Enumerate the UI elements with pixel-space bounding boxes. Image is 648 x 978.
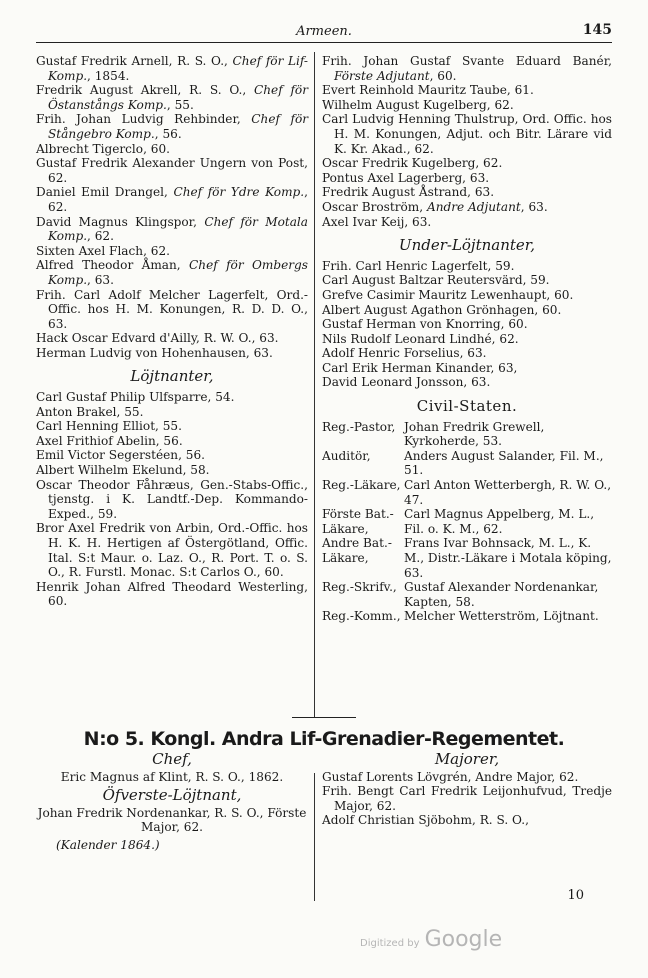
right-column <box>322 54 612 624</box>
officer-entry: Alfred Theodor Åman, Chef för Ombergs Komp., 63. <box>36 258 309 287</box>
lojtnant-entry: Bror Axel Fredrik von Arbin, Ord.-Offic. hos H. K. H. Hertigen af Östergötland, Offic. Ital. S:t Maur. o. Laz. O., R. Port. T. o. S. O., R. Furstl. Monac. S:t Carlos O., 60. <box>36 521 308 580</box>
officer-entry: Frih. Johan Gustaf Svante Eduard Banér, Förste Adjutant, 60. <box>322 54 612 83</box>
underlojtnanter-heading: Under-Löjtnanter, <box>398 236 536 255</box>
civil-entry <box>322 478 612 507</box>
lojtnant-entry: Anton Brakel, 55. <box>36 404 144 419</box>
underlojtnanter-list <box>322 259 612 390</box>
civil-person: Melcher Wetterström, Löjtnant. <box>404 609 599 624</box>
google-logo: Google <box>424 927 503 952</box>
lieutenants-list <box>322 54 612 229</box>
majorer-list <box>322 770 612 828</box>
officer-entry: Evert Reinhold Mauritz Taube, 61. <box>322 83 534 98</box>
underlojtnant-entry: Gustaf Herman von Knorring, 60. <box>322 317 528 332</box>
left-column <box>36 54 308 609</box>
officer-entry: Carl Ludvig Henning Thulstrup, Ord. Offic. hos H. M. Konungen, Adjut. och Bitr. Lärare vid K. Kr. Akad., 62. <box>322 112 612 156</box>
civil-person: Carl Magnus Appelberg, M. L., Fil. o. K. M., 62. <box>404 507 595 536</box>
officer-entry: Axel Ivar Keij, 63. <box>322 214 432 229</box>
majorer-heading: Majorer, <box>434 750 500 768</box>
civil-entry <box>322 449 612 478</box>
civil-role-label: Reg.-Läkare, <box>322 478 401 493</box>
civil-role-label: Reg.-Pastor, <box>322 419 396 434</box>
underlojtnant-entry: Carl August Baltzar Reutersvärd, 59. <box>322 273 550 288</box>
bottom-left-column <box>36 752 308 853</box>
civil-person: Frans Ivar Bohnsack, M. L., K. M., Distr.-Läkare i Motala köping, 63. <box>404 536 612 580</box>
officer-entry: Gustaf Fredrik Alexander Ungern von Post, 62. <box>36 156 308 185</box>
civil-entry <box>322 507 612 536</box>
civil-entry <box>322 536 612 580</box>
signature-mark: 10 <box>567 888 584 903</box>
chef-heading: Chef, <box>152 750 192 768</box>
officer-entry: Oscar Fredrik Kugelberg, 62. <box>322 156 503 171</box>
underlojtnant-entry: Carl Erik Herman Kinander, 63, <box>322 360 518 375</box>
ofverste-heading: Öfverste-Löjtnant, <box>102 786 242 805</box>
civil-person: Johan Fredrik Grewell, Kyrkoherde, 53. <box>404 419 545 449</box>
lojtnant-entry: Albert Wilhelm Ekelund, 58. <box>36 463 210 478</box>
column-divider-bottom <box>314 773 315 901</box>
civil-heading: Civil-Staten. <box>416 397 518 416</box>
officer-entry: David Magnus Klingspor, Chef för Motala Komp., 62. <box>36 214 309 244</box>
watermark-small: Digitized by <box>360 938 420 949</box>
civil-person: Anders August Salander, Fil. M., 51. <box>404 448 604 478</box>
ofverste-entry: Johan Fredrik Nordenankar, R. S. O., Förste Major, 62. <box>37 805 307 835</box>
chef-entry: Eric Magnus af Klint, R. S. O., 1862. <box>60 769 284 784</box>
officer-entry: Hack Oscar Edvard d'Ailly, R. W. O., 63. <box>36 331 279 346</box>
column-divider <box>314 52 315 717</box>
lojtnant-entry: Axel Frithiof Abelin, 56. <box>36 433 183 448</box>
kalender-note: (Kalender 1864.) <box>56 837 160 852</box>
civil-entry <box>322 420 612 449</box>
underlojtnant-entry: Albert August Agathon Grönhagen, 60. <box>322 302 562 317</box>
section-rule <box>292 717 356 718</box>
lojtnant-entry: Oscar Theodor Fåhræus, Gen.-Stabs-Offic., tjenstg. i K. Landtf.-Dep. Kommando-Exped., 59. <box>36 477 308 521</box>
lojtnanter-heading: Löjtnanter, <box>130 367 214 386</box>
underlojtnant-entry: Frih. Carl Henric Lagerfelt, 59. <box>322 258 515 273</box>
bottom-right-column <box>322 752 612 828</box>
officer-entry: Pontus Axel Lagerberg, 63. <box>322 170 490 185</box>
civil-entry <box>322 609 612 624</box>
officer-entry: Sixten Axel Flach, 62. <box>36 243 170 258</box>
officer-entry: Gustaf Fredrik Arnell, R. S. O., Chef för Lif-Komp., 1854. <box>36 54 309 83</box>
civil-person: Carl Anton Wetterbergh, R. W. O., 47. <box>404 478 612 507</box>
officer-entry: Frih. Johan Ludvig Rehbinder, Chef för Stångebro Komp., 56. <box>36 112 309 141</box>
captains-list <box>36 54 308 360</box>
civil-entry <box>322 580 612 609</box>
civil-role-label: Reg.-Komm., <box>322 609 401 624</box>
major-entry: Frih. Bengt Carl Fredrik Leijonhufvud, Tredje Major, 62. <box>322 784 612 813</box>
regiment-heading: N:o 5. Kongl. Andra Lif-Grenadier-Regementet. <box>83 728 565 750</box>
officer-entry: Daniel Emil Drangel, Chef för Ydre Komp., 62. <box>36 185 308 214</box>
underlojtnant-entry: Adolf Henric Forselius, 63. <box>322 346 487 361</box>
lojtnant-entry: Emil Victor Segerstéen, 56. <box>36 448 206 463</box>
officer-entry: Frih. Carl Adolf Melcher Lagerfelt, Ord.-Offic. hos H. M. Konungen, R. D. D. O., 63. <box>36 287 308 331</box>
civil-role-label: Förste Bat.-Läkare, <box>322 507 394 536</box>
lojtnant-entry: Henrik Johan Alfred Theodard Westerling, 60. <box>36 579 308 609</box>
officer-entry: Fredrik August Akrell, R. S. O., Chef för Östanstångs Komp., 55. <box>36 83 308 112</box>
google-watermark <box>360 927 502 952</box>
lojtnanter-list <box>36 390 308 609</box>
officer-entry: Oscar Broström, Andre Adjutant, 63. <box>322 199 548 214</box>
civil-staff-list <box>322 420 612 624</box>
page-header <box>36 22 612 43</box>
officer-entry: Herman Ludvig von Hohenhausen, 63. <box>36 345 273 360</box>
running-title: Armeen. <box>296 24 352 39</box>
civil-person: Gustaf Alexander Nordenankar, Kapten, 58. <box>404 580 599 609</box>
officer-entry: Albrecht Tigerclo, 60. <box>36 141 171 156</box>
civil-role-label: Reg.-Skrifv., <box>322 580 397 595</box>
underlojtnant-entry: Nils Rudolf Leonard Lindhé, 62. <box>322 331 519 346</box>
lojtnant-entry: Carl Gustaf Philip Ulfsparre, 54. <box>36 390 235 405</box>
lojtnant-entry: Carl Henning Elliot, 55. <box>36 419 182 434</box>
major-entry: Adolf Christian Sjöbohm, R. S. O., <box>322 813 529 828</box>
officer-entry: Fredrik August Åstrand, 63. <box>322 185 495 200</box>
page-number: 145 <box>582 22 612 38</box>
civil-role-label: Auditör, <box>322 448 371 463</box>
civil-role-label: Andre Bat.-Läkare, <box>322 536 392 565</box>
underlojtnant-entry: David Leonard Jonsson, 63. <box>322 375 491 390</box>
officer-entry: Wilhelm August Kugelberg, 62. <box>322 97 514 112</box>
major-entry: Gustaf Lorents Lövgrén, Andre Major, 62. <box>322 769 579 784</box>
underlojtnant-entry: Grefve Casimir Mauritz Lewenhaupt, 60. <box>322 287 574 302</box>
